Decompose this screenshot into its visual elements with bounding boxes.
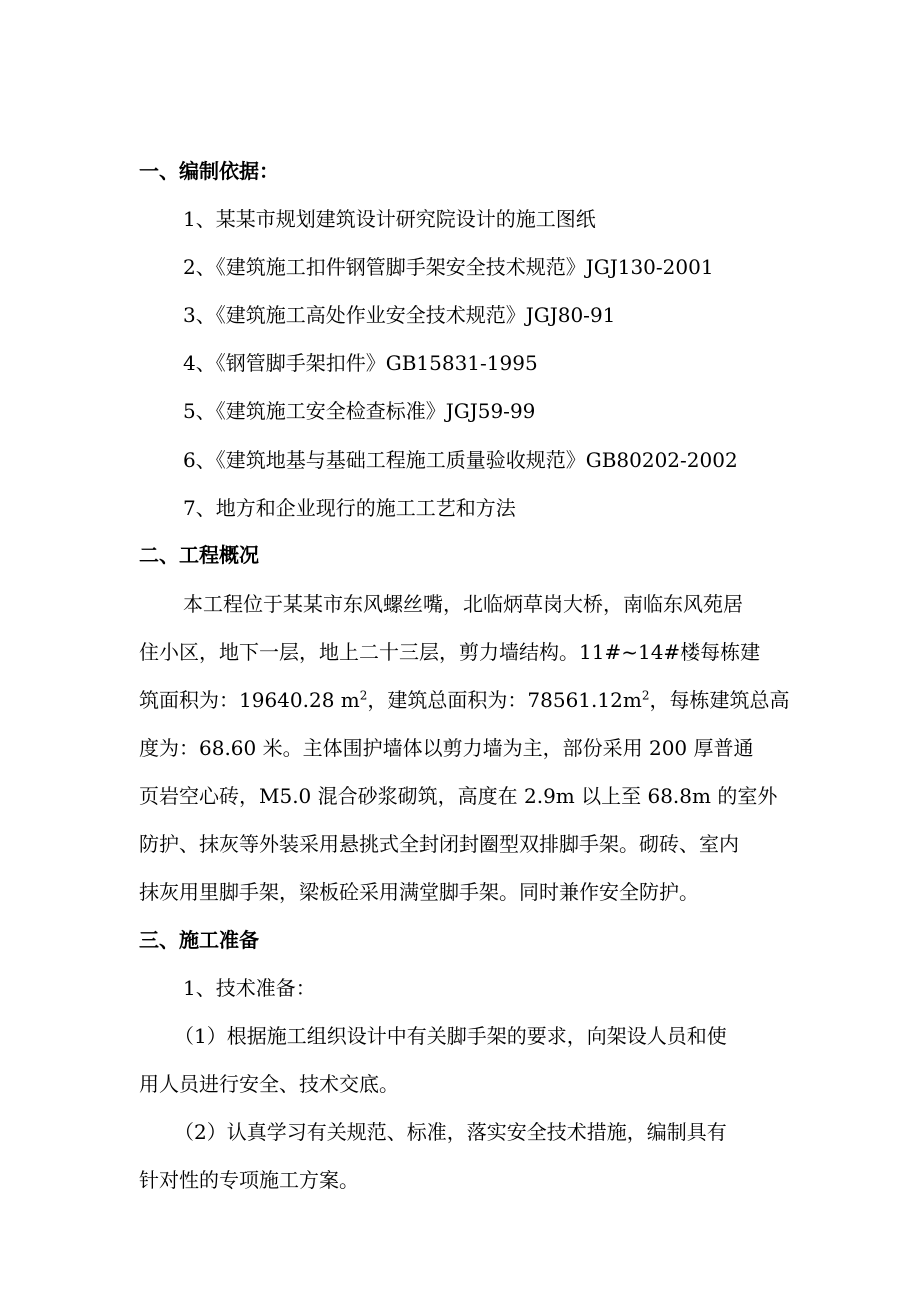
preparation-p2-line-1: （2）认真学习有关规范、标准，落实安全技术措施，编制具有 [174,1120,727,1144]
overview-line-3-part-a: 筑面积为：19640.28 m [139,688,360,712]
preparation-p2-line-2: 针对性的专项施工方案。 [139,1168,359,1192]
basis-item-7: 7、地方和企业现行的施工工艺和方法 [183,496,516,520]
overview-line-6: 防护、抹灰等外装采用悬挑式全封闭封圈型双排脚手架。砌砖、室内 [139,832,739,856]
overview-line-2: 住小区，地下一层，地上二十三层，剪力墙结构。11#~14#楼每栋建 [139,640,761,664]
overview-line-1: 本工程位于某某市东风螺丝嘴，北临炳草岗大桥，南临东风苑居 [183,592,743,616]
preparation-subheading: 1、技术准备： [183,976,316,1000]
overview-line-3 [139,686,789,714]
superscript-2: 2 [359,688,368,703]
overview-line-3-part-c: ，每栋建筑总高 [649,688,790,712]
overview-line-3-part-b: ，建筑总面积为：78561.12m [367,688,642,712]
preparation-p1-line-2: 用人员进行安全、技术交底。 [139,1072,399,1096]
basis-item-5: 5、《建筑施工安全检查标准》JGJ59-99 [183,399,536,423]
section-heading-overview: 二、工程概况 [139,543,259,567]
superscript-2: 2 [641,688,650,703]
basis-item-1: 1、某某市规划建筑设计研究院设计的施工图纸 [183,207,596,231]
preparation-p1-line-1: （1）根据施工组织设计中有关脚手架的要求，向架设人员和使 [174,1024,727,1048]
overview-line-4: 度为：68.60 米。主体围护墙体以剪力墙为主，部份采用 200 厚普通 [139,736,754,760]
basis-item-4: 4、《钢管脚手架扣件》GB15831-1995 [183,351,538,375]
section-heading-basis: 一、编制依据： [139,159,279,183]
basis-item-2: 2、《建筑施工扣件钢管脚手架安全技术规范》JGJ130-2001 [183,255,714,279]
basis-item-6: 6、《建筑地基与基础工程施工质量验收规范》GB80202-2002 [183,448,738,472]
section-heading-preparation: 三、施工准备 [139,928,259,952]
overview-line-5: 页岩空心砖，M5.0 混合砂浆砌筑，高度在 2.9m 以上至 68.8m 的室外 [139,784,778,808]
overview-line-7: 抹灰用里脚手架，梁板砼采用满堂脚手架。同时兼作安全防护。 [139,880,699,904]
basis-item-3: 3、《建筑施工高处作业安全技术规范》JGJ80-91 [183,303,616,327]
